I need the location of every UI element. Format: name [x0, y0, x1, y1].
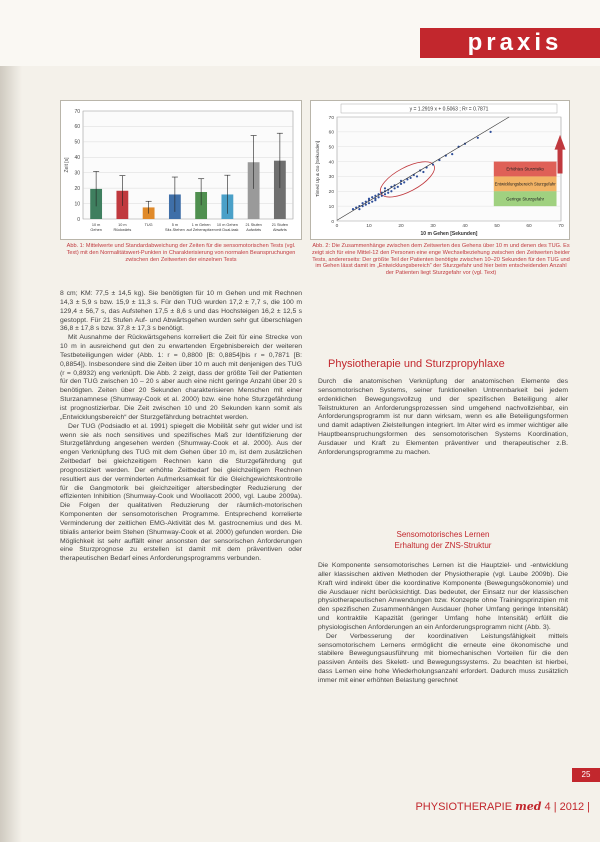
- subheading-line-1: Sensomotorisches Lernen: [396, 530, 490, 539]
- x-tick-label: 5 m: [171, 223, 179, 227]
- y-tick-label: 0: [77, 216, 80, 223]
- paragraph: 8 cm; KM: 77,5 ± 14,5 kg). Sie benötigten für 10 m Gehen und mit Rechnen 14,3 ± 5,9 s bzw. 15,9 ± 11,3 s. Für den TUG wurden 17,2 ± 7,7 s, die 100 m 129,4 ± 56,7 s, das Aufstehen 17,5 ± 8,6 s und das Hochsteigen 16,2 ± 12,5 s gestoppt. Für 21 Stufen Auf- und Abwärtsgehen wurden sehr gut überschlagen 36,8 ± 17,8 s bzw. 37,8 ± 17,3 s benötigt.: [60, 290, 302, 333]
- risk-zone-label: Geringe Sturzgefahr: [506, 196, 545, 202]
- scatter-point: [451, 153, 453, 155]
- scatter-point: [378, 196, 380, 198]
- journal-name: PHYSIOTHERAPIE: [415, 801, 513, 813]
- x-tick-label: 10 m: [118, 223, 127, 227]
- x-tick-label: 40: [462, 224, 468, 229]
- regression-equation: y = 1.2919 x + 0.5063 ; R² = 0.7871: [409, 106, 489, 113]
- scatter-point: [381, 195, 383, 197]
- scatter-point: [387, 192, 389, 194]
- figure-1-bar-chart: [61, 101, 301, 239]
- scatter-point: [368, 198, 370, 200]
- scatter-point: [394, 187, 396, 189]
- scatter-point: [477, 137, 479, 139]
- y-tick-label: 60: [74, 124, 80, 131]
- scatter-point: [397, 186, 399, 188]
- scatter-point: [390, 190, 392, 192]
- figure-1-caption: Abb. 1: Mittelwerte und Standardabweichung der Zeiten für die sensomotorischen Tests (vgl. Text) mit den Normalitätswert-Punkten in Charakterisierung von normalen Beanspruchungen zwischen den Zeitwerten der einzelnen Tests: [66, 243, 296, 263]
- figure-2-caption: Abb. 2: Die Zusammenhänge zwischen dem Zeitwerten des Gehens über 10 m und denen des TUG. Es zeigt sich für eine Mittel-12 den Personen eine enge Wechselbeziehung zwischen den Zeitwerten beider Tests, andererseits: Der größte Teil der Patienten benötigte zwischen 10–20 Sekunden für den TUG und im Gehen lässt damit im „Entwicklungsbereich“ der Sturzgefahr und hier beim entscheidenden Anzahl der Patienten liegt Sturzgefahr vor (vgl. Text): [312, 243, 570, 277]
- y-tick-label: 30: [74, 170, 80, 177]
- x-tick-label: 60: [526, 224, 532, 229]
- x-axis-label: 10 m Gehen [Sekunden]: [420, 231, 478, 237]
- figure-2-scatter-chart: [311, 101, 569, 239]
- scatter-point: [368, 202, 370, 204]
- risk-zone-label: Erhöhtes Sturzrisiko: [506, 166, 544, 172]
- page-number: 25: [572, 768, 600, 782]
- x-tick-label: 10: [366, 224, 372, 229]
- x-tick-label: mit Dual-task: [216, 228, 239, 232]
- y-tick-label: 60: [328, 130, 334, 136]
- subheading-line-2: Erhaltung der ZNS-Struktur: [394, 541, 492, 550]
- journal-footer: [330, 798, 590, 816]
- scatter-point: [362, 202, 364, 204]
- x-tick-label: 10 m Gehen: [216, 223, 238, 227]
- y-tick-label: 70: [328, 115, 334, 121]
- right-text-column-1: [318, 378, 568, 491]
- paragraph: Der TUG (Podsiadlo et al. 1991) spiegelt die Mobilität sehr gut wider und ist wenn sie als noch sensitives und spezifisches Maß zur Identifizierung der Sturzgefährdung angesehen werden (Shumway-Cook et al. 2000). Aus der engen Verknüpfung des TUG mit dem Gehen über 10 m, ist dem zusätzlichen Zeitbedarf bei gleichzeitigem Rechnen kann die Sturzgefährdung gut prognostiziert werden. Der erhöhte Zeitbedarf bei gleichzeitigem Rechnen resultiert aus der verminderten Aufmerksamkeit für die Gleichgewichtskontrolle für die Gangmotorik bei gleichzeitiger altersbedingter Reduzierung der effizienten Inhibition (Shumway-Cook und Woollacott 2000, vgl. Laube 2009a). Die Folgen der qualitativen Reduzierung der räumlich-motorischen Komponenten der sensomotorischen Programme. Entsprechend korrelierte Verminderung der zeitlichen EMG-Aktivität des M. gastrocnemius und des M. tibialis anterior beim Stehen (Shumway-Cook et al. 2000) gefunden worden. Die Möglichkeit ist sehr auffällt einer ansonsten der sensorischen Anforderungen eine Sturzprognose zu erstellen ist damit mit dem präventiven oder therapeutischen Bedarf eines Anforderungsprogramms verbunden.: [60, 422, 302, 563]
- x-tick-label: 21 Stufen: [245, 223, 262, 227]
- paragraph: Durch die anatomischen Verknüpfung der anatomischen Elemente des sensomotorischen Systems, seiner funktionellen Untrennbarkeit bei jedem erdenklichen Bewegungsvollzug und der spezifischen Beteiligung aller Teilstrukturen an Anforderungsprozessen sind umgehend nachvollziehbar, ein Anforderungsprogramm ist nur dann wirksam, wenn es alle Beteiligungsformen und damit adaptiven Zielstellungen integriert. Im Alter wird es immer wichtiger alle Hauptbeanspruchungsformen des sensomotorischen Systems Koordination, Ausdauer und Kraft zu Elementen präventiver und therapeutischer z.B. Anforderungsprogramme zu machen.: [318, 378, 568, 456]
- x-tick-label: 10 m: [91, 223, 101, 227]
- x-tick-label: Gehen: [90, 228, 102, 232]
- y-tick-label: 50: [74, 139, 80, 146]
- scatter-point: [432, 163, 434, 165]
- scan-binding-shadow: [0, 0, 22, 842]
- paragraph: Der Verbesserung der koordinativen Leistungsfähigkeit mittels sensomotorischem Lernens ermöglicht die erneute eine ökonomische und stabilere Bewegungsausführung mit biomechanischen Vorteilen für die den passiven Anteils des Skelett- und Bewegungssystems. Zu beachten ist hierbei, dass Lernen eine hohe Wiederholungsanzahl erfordert. Dadurch muss zusätzlich immer mit einer erhöhten Belastung gerechnet: [318, 632, 568, 684]
- x-tick-label: 0: [335, 224, 339, 229]
- x-tick-label: 50: [494, 224, 500, 229]
- x-tick-label: 20: [398, 224, 404, 229]
- scatter-point: [403, 181, 405, 183]
- y-tick-label: 20: [74, 185, 80, 192]
- left-text-column: [60, 290, 302, 790]
- x-tick-label: 21 Stufen: [271, 223, 289, 227]
- scatter-point: [371, 201, 373, 203]
- scatter-point: [410, 177, 412, 179]
- right-text-column-2: [318, 562, 568, 790]
- section-title: praxis: [467, 29, 563, 56]
- x-tick-label: TUG: [144, 223, 153, 227]
- journal-suffix: med: [515, 800, 542, 813]
- scatter-point: [490, 131, 492, 133]
- y-tick-label: 0: [331, 219, 334, 225]
- scatter-point: [365, 204, 367, 206]
- x-tick-label: Rückwärts: [113, 228, 132, 232]
- scatter-point: [416, 175, 418, 177]
- scatter-point: [384, 193, 386, 195]
- paragraph: Die Komponente sensomotorisches Lernen ist die Hauptziel- und -entwicklung aller klassischen aktiven Methoden der Physiotherapie (vgl. Laube 2009b). Die Kraft wird indirekt über die koordinative Komponente (Bewegungsökonomie) und die Ausdauer nicht berücksichtigt. Das bedeutet, der Einsatz nur der klassischen physiotherapeutischen Anwendungen bzw. Konzepte ohne Trainingsprinzipien mit den spezifischen Zusammenhängen Ausdauer (hoher Umfang geringe Intensität) und kontraktile Kapazität (geringer Umfang hohe Intensität) erfüllt die physiologischen Anforderungen an ein Anforderungsprogramm nicht (Abb. 3).: [318, 562, 568, 631]
- x-tick-label: auf Zehenspitzen: [186, 228, 216, 232]
- y-axis-label: Zeit [s]: [64, 157, 70, 173]
- scatter-point: [358, 208, 360, 210]
- section-heading: Physiotherapie und Sturzpropyhlaxe: [328, 358, 505, 370]
- y-tick-label: 40: [328, 160, 334, 166]
- y-tick-label: 10: [74, 201, 80, 208]
- journal-issue: 4 | 2012 |: [544, 801, 590, 813]
- y-tick-label: 50: [328, 145, 334, 151]
- plot-area: [83, 111, 293, 219]
- risk-zone-label: Entwicklungsbereich Sturzgefahr: [494, 181, 556, 187]
- y-tick-label: 70: [74, 108, 80, 115]
- x-tick-label: 70: [558, 224, 564, 229]
- y-tick-label: 20: [328, 190, 334, 196]
- y-axis-label: Timed Up & Go [Sekunden]: [315, 140, 320, 198]
- figure-1-frame: [60, 100, 302, 240]
- scatter-point: [400, 183, 402, 185]
- y-tick-label: 10: [328, 204, 334, 210]
- x-tick-label: 30: [430, 224, 436, 229]
- x-tick-label: Abwärts: [273, 228, 287, 232]
- y-tick-label: 40: [74, 155, 80, 162]
- x-tick-label: 1 m Gehen: [191, 223, 211, 227]
- figure-2-frame: [310, 100, 570, 240]
- x-tick-label: Sitz-Stehen: [165, 228, 185, 232]
- scatter-point: [384, 187, 386, 189]
- scatter-point: [371, 196, 373, 198]
- paragraph: Mit Ausnahme der Rückwärtsgehens korreliert die Zeit für eine Strecke von 10 m in ausreichend gut den zu erwartenden Ergebnisbereich der weiteren Testbeteiligungen wider (Abb. 1: r = 0,8800 [B: 0,8854]bis r = 0,7871 [B: 0,8854]). Insbesondere sind die Zeiten über 10 m auch mit denjenigen des TUG (r = 0,8932) eng verknüpft. Die Abb. 2 zeigt, dass der größte Teil der Patienten für den TUG zwischen 10 – 20 s aber auch eine nicht geringe Anzahl über 20 s benötigten. Zeiten über 20 Sekunden charakterisieren Menschen mit einer Sturzanamnese (Shumway-Cook et al. 2000) bzw. eine hohe Sturzgefährdung ist prognostizierbar. Die Zeit zwischen 10 und 20 Sekunden kann somit als „Entwicklungsbereich“ der Sturzgefährdung betrachtet werden.: [60, 334, 302, 421]
- y-tick-label: 30: [328, 175, 334, 181]
- scatter-point: [422, 171, 424, 173]
- x-tick-label: Aufwärts: [246, 228, 262, 232]
